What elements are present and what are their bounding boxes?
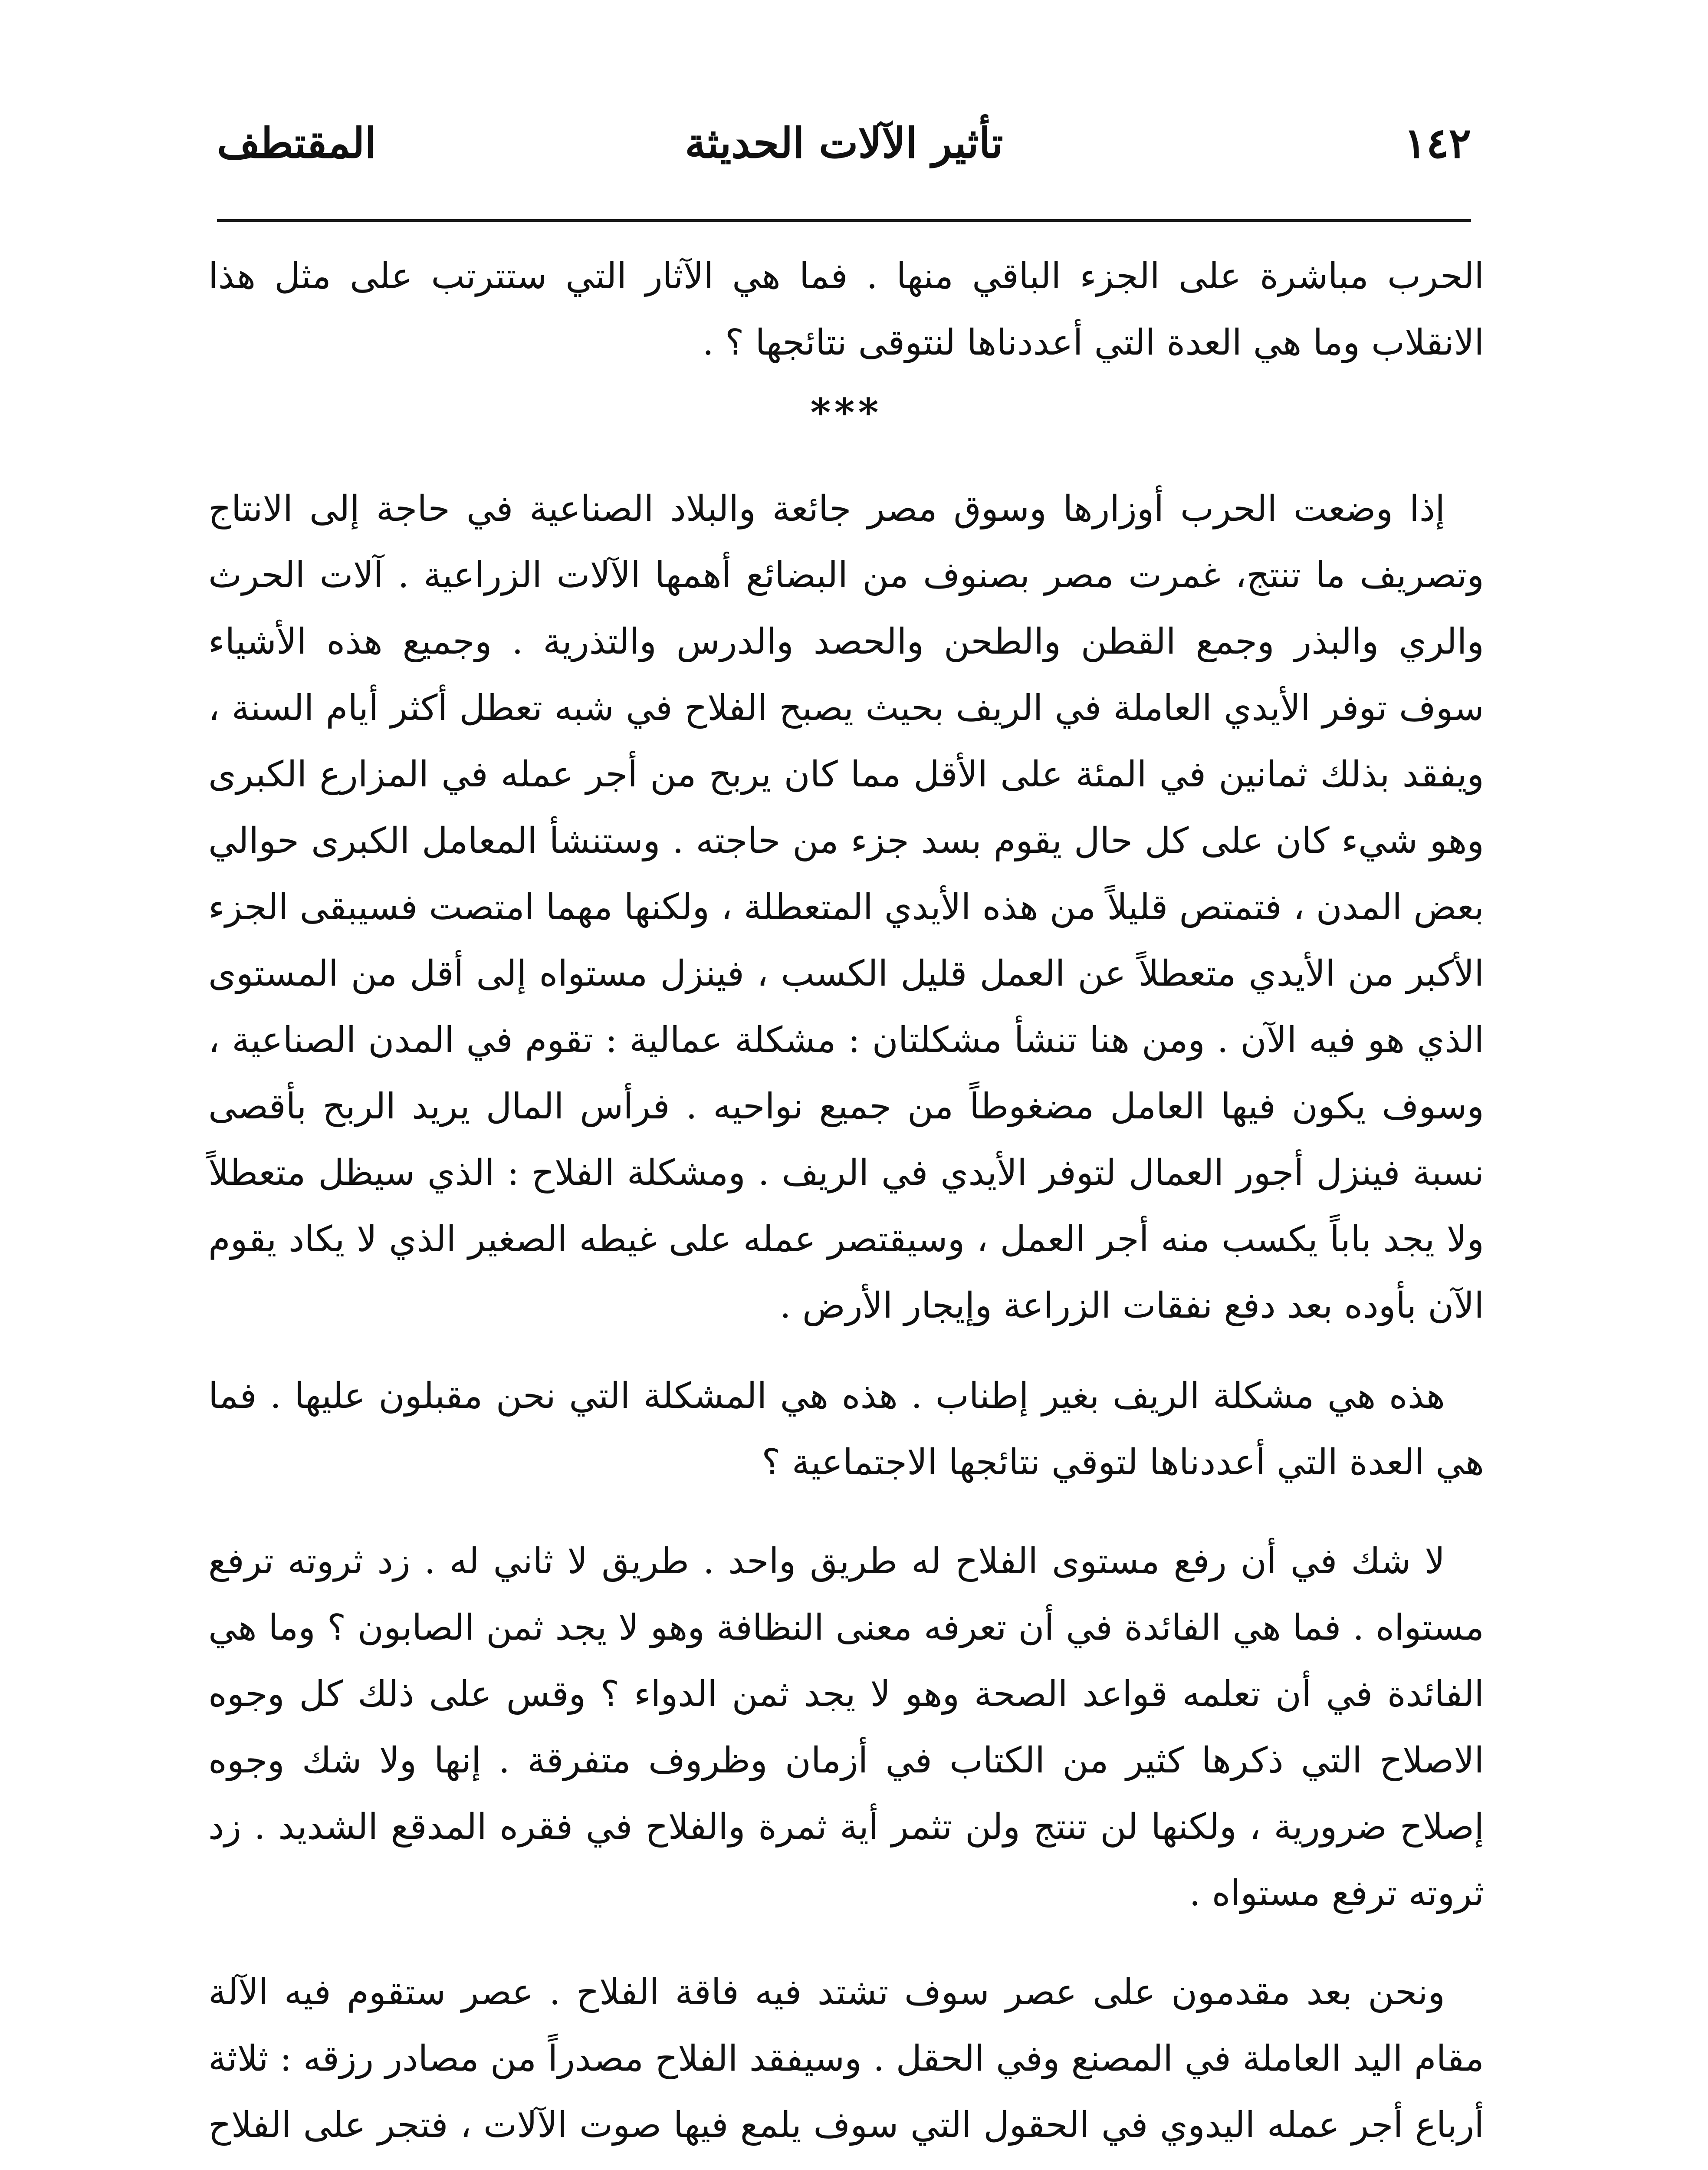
paragraph-4: لا شك في أن رفع مستوى الفلاح له طريق واحد . طريق لا ثاني له . زد ثروته ترفع مستواه . فما هي الفائدة في أن تعرفه معنى النظافة وهو لا يجد ثمن الصابون ؟ وما هي الفائدة في أن تعلمه قواعد الصحة وهو لا يجد ثمن الدواء ؟ وقس على ذلك كل وجوه الاصلاح التي ذكرها كثير من الكتاب في أزمان وظروف متفرقة . إنها ولا شك وجوه إصلاح ضرورية ، ولكنها لن تنتج ولن تثمر أية ثمرة والفلاح في فقره المدقع الشديد . زد ثروته ترفع مستواه . [208,1541,1484,1914]
page-header [217,108,1471,195]
paragraph-5: ونحن بعد مقدمون على عصر سوف تشتد فيه فاقة الفلاح . عصر ستقوم فيه الآلة مقام اليد العاملة في المصنع وفي الحقل . وسيفقد الفلاح مصدراً من مصادر رزقه : ثلاثة أرباع أجر عمله اليدوي في الحقول التي سوف يلمع فيها صوت الآلات ، فتجر على الفلاح [208,1972,1484,2146]
paragraph-3: هذه هي مشكلة الريف بغير إطناب . هذه هي المشكلة التي نحن مقبلون عليها . فما هي العدة التي أعددناها لتوقي نتائجها الاجتماعية ؟ [208,1375,1484,1483]
article-body [208,243,1484,2170]
paragraph-1: الحرب مباشرة على الجزء الباقي منها . فما هي الآثار التي ستترتب على مثل هذا الانقلاب وما هي العدة التي أعددناها لنتوقى نتائجها ؟ . [208,256,1484,363]
paragraph-2: إذا وضعت الحرب أوزارها وسوق مصر جائعة والبلاد الصناعية في حاجة إلى الانتاج وتصريف ما تنتج، غمرت مصر بصنوف من البضائع أهمها الآلات الزراعية . آلات الحرث والري والبذر وجمع القطن والطحن والحصد والدرس والتذرية . وجميع هذه الأشياء سوف توفر الأيدي العاملة في الريف بحيث يصبح الفلاح في شبه تعطل أكثر أيام السنة ، ويفقد بذلك ثمانين في المئة على الأقل مما كان يربح من أجر عمله في المزارع الكبرى وهو شيء كان على كل حال يقوم بسد جزء من حاجته . وستنشأ المعامل الكبرى حوالي بعض المدن ، فتمتص قليلاً من هذه الأيدي المتعطلة ، ولكنها مهما امتصت فسيبقى الجزء الأكبر من الأيدي متعطلاً عن العمل قليل الكسب ، فينزل مستواه إلى أقل من المستوى الذي هو فيه الآن . ومن هنا تنشأ مشكلتان : مشكلة عمالية : تقوم في المدن الصناعية ، وسوف يكون فيها العامل مضغوطاً من جميع نواحيه . فرأس المال يريد الربح بأقصى نسبة فينزل أجور العمال لتوفر الأيدي في الريف . ومشكلة الفلاح : الذي سيظل متعطلاً ولا يجد باباً يكسب منه أجر العمل ، وسيقتصر عمله على غيطه الصغير الذي لا يكاد يقوم الآن بأوده بعد دفع نفقات الزراعة وإيجار الأرض . [208,488,1484,1326]
section-separator: *** [810,390,882,436]
journal-name: المقتطف [217,118,377,168]
running-title: تأثير الآلات الحديثة [685,118,1003,168]
header-rule [217,219,1471,222]
page-number: ١٤٢ [1404,118,1471,168]
